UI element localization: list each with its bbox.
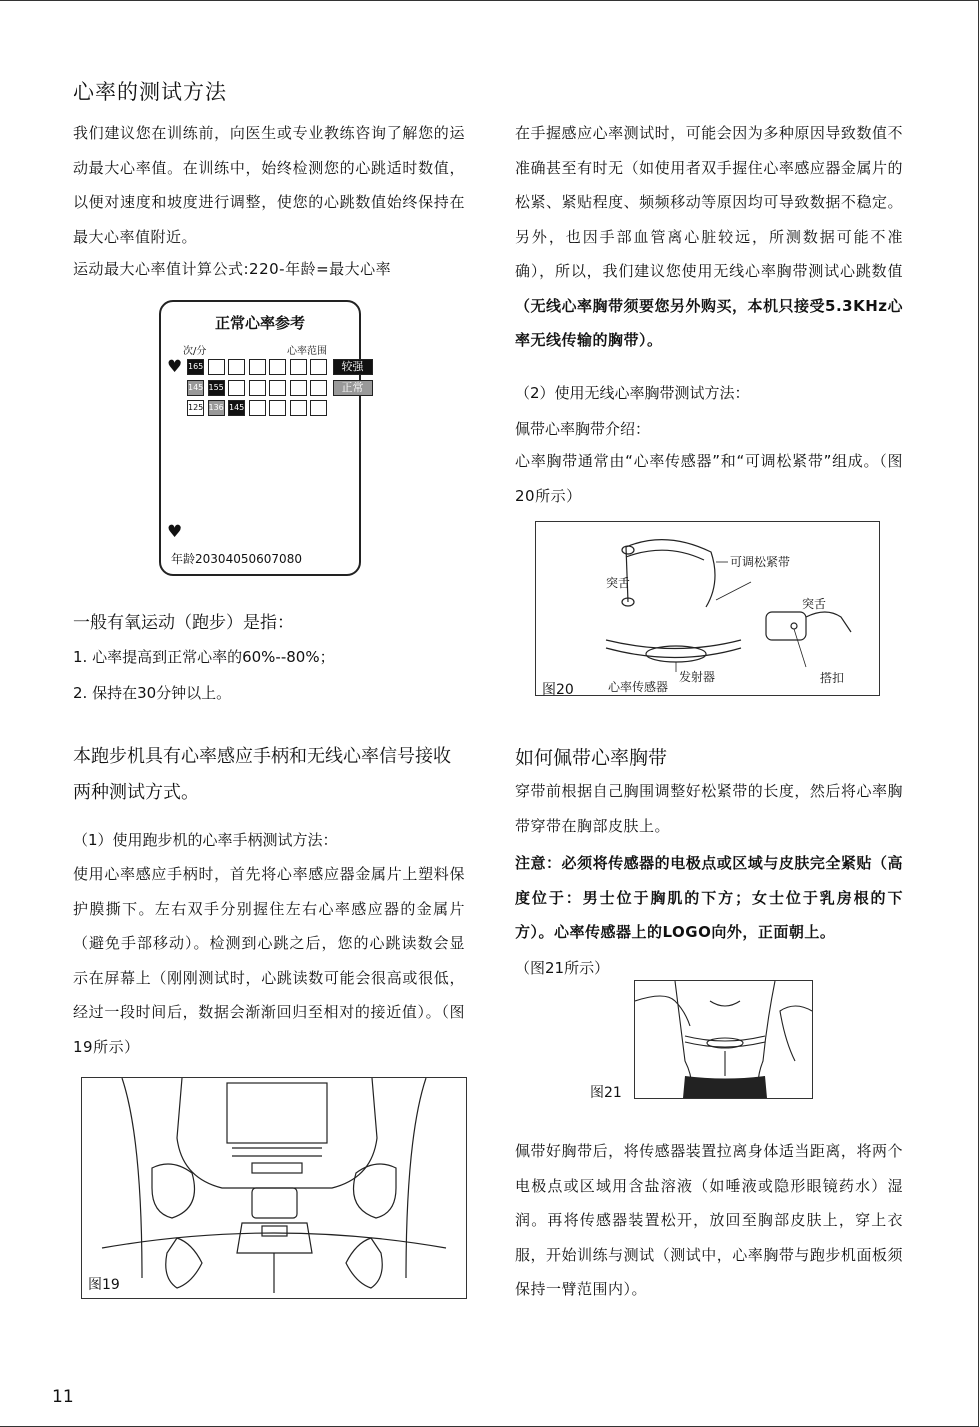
grid-cell <box>290 359 307 375</box>
heart-icon: ♥ <box>167 357 183 377</box>
grid-cell <box>269 359 286 375</box>
grid-cell <box>228 359 245 375</box>
treadmill-console-illustration <box>82 1078 466 1298</box>
grid-cell <box>310 359 327 375</box>
figure-19 <box>81 1077 467 1299</box>
figure-20 <box>535 521 880 696</box>
section-title: 心率的测试方法 <box>73 80 227 104</box>
strap-intro-body: 心率胸带通常由“心率传感器”和“可调松紧带”组成。（图20所示） <box>515 452 903 505</box>
strap-intro-title: 佩带心率胸带介绍： <box>515 420 651 438</box>
grid-cell <box>208 359 225 375</box>
wear-note: 注意：必须将传感器的电极点或区域与皮肤完全紧贴（高度位于：男士位于胸肌的下方；女士位于乳房根的下方）。心率传感器上的LOGO向外，正面朝上。 <box>515 854 903 941</box>
method1-body: 使用心率感应手柄时，首先将心率感应器金属片上塑料保护膜撕下。左右双手分别握住左右心率感应器的金属片（避免手部移动）。检测到心跳之后，您的心跳读数会显示在屏幕上（刚刚测试时，心跳读数可能会很高或很低，经过一段时间后，数据会渐渐回归至相对的接近值）。（图19所示） <box>73 865 465 1056</box>
grid-cell <box>249 359 266 375</box>
method2-heading: （2）使用无线心率胸带测试方法： <box>515 384 750 402</box>
aerobic-title: 一般有氧运动（跑步）是指： <box>73 613 294 633</box>
intro-paragraph: 我们建议您在训练前，向医生或专业教练咨询了解您的运动最大心率值。在训练中，始终检测您的心跳适时数值，以便对速度和坡度进行调整，使您的心跳数值始终保持在最大心率值附近。 <box>73 124 465 246</box>
bpm-header: 次/分 <box>183 346 207 357</box>
figure-20-label: 图20 <box>542 682 574 696</box>
methods-title-line2: 两种测试方式。 <box>73 782 199 803</box>
grid-cell <box>269 400 286 416</box>
grip-body: 在手握感应心率测试时，可能会因为多种原因导致数值不准确甚至有时无（如使用者双手握住心率感应器金属片的松紧、紧贴程度、频频移动等原因均可导致数据不稳定。另外，也因手部血管离心脏较远，所测数据可能不准确），所以，我们建议您使用无线心率胸带测试心跳数值 <box>515 124 903 280</box>
wear-title: 如何佩带心率胸带 <box>515 747 668 769</box>
aerobic-item-1: 1. 心率提高到正常心率的60%--80%； <box>73 648 335 666</box>
label-hr-sensor: 心率传感器 <box>608 680 669 694</box>
figure-19-label: 图19 <box>88 1277 120 1293</box>
heart-icon-bottom: ♥ <box>167 522 183 542</box>
grid-cell <box>310 380 327 396</box>
grid-cell <box>310 400 327 416</box>
grip-note: （无线心率胸带须要您另外购买，本机只接受5.3KHz心率无线传输的胸带）。 <box>515 296 903 349</box>
formula-text: 运动最大心率值计算公式:220-年龄=最大心率 <box>73 260 392 278</box>
label-tongue-right: 突舌 <box>802 597 827 611</box>
page-number: 11 <box>52 1387 74 1407</box>
wear-body: 穿带前根据自己胸围调整好松紧带的长度，然后将心率胸带穿带在胸部皮肤上。 <box>515 782 903 835</box>
age-40: 40 <box>225 552 241 566</box>
range-header: 心率范围 <box>287 346 327 357</box>
age-80: 80 <box>286 552 302 566</box>
figure-21-reference: （图21所示） <box>515 959 610 977</box>
age-50: 50 <box>240 552 257 566</box>
label-transmitter: 发射器 <box>679 670 716 684</box>
label-tongue-left: 突舌 <box>606 576 631 590</box>
range-label: 正常 <box>333 380 373 396</box>
age-row <box>171 550 302 567</box>
chart-title: 正常心率参考 <box>214 314 305 332</box>
age-label: 年龄 <box>171 552 196 566</box>
grid-cell <box>228 380 245 396</box>
grid-cell <box>249 400 266 416</box>
grid-cell <box>290 380 307 396</box>
torso-with-strap-illustration <box>635 981 812 1098</box>
label-adjustable-strap: 可调松紧带 <box>730 555 791 569</box>
grid-cell: 155 <box>208 380 225 396</box>
grid-cell: 145 <box>228 400 245 416</box>
label-buckle: 搭扣 <box>820 671 845 685</box>
grid-cell <box>269 380 286 396</box>
grip-test-paragraph <box>515 116 903 358</box>
grid-cell <box>249 380 266 396</box>
after-wear-body: 佩带好胸带后，将传感器装置拉离身体适当距离，将两个电极点或区域用含盐溶液（如唾液或隐形眼镜药水）湿润。再将传感器装置松开，放回至胸部皮肤上，穿上衣服，开始训练与测试（测试中，心率胸带与跑步机面板须保持一臂范围内）。 <box>515 1142 903 1298</box>
figure-21 <box>634 980 813 1099</box>
heart-rate-reference-chart <box>159 300 364 576</box>
methods-title-line1: 本跑步机具有心率感应手柄和无线心率信号接收 <box>73 746 451 767</box>
figure-21-label: 图21 <box>590 1085 622 1101</box>
age-30: 30 <box>210 552 226 566</box>
grid-cell: 136 <box>208 400 225 416</box>
age-60: 60 <box>256 552 272 566</box>
range-label: 较强 <box>333 359 373 375</box>
method1-heading: （1）使用跑步机的心率手柄测试方法： <box>73 831 338 849</box>
age-20: 20 <box>195 552 211 566</box>
aerobic-item-2: 2. 保持在30分钟以上。 <box>73 684 232 702</box>
grid-cell <box>290 400 307 416</box>
grid-cell: 145 <box>187 380 204 396</box>
grid-cell: 125 <box>187 400 204 416</box>
grid-cell: 165 <box>187 359 204 375</box>
age-70: 70 <box>271 552 287 566</box>
